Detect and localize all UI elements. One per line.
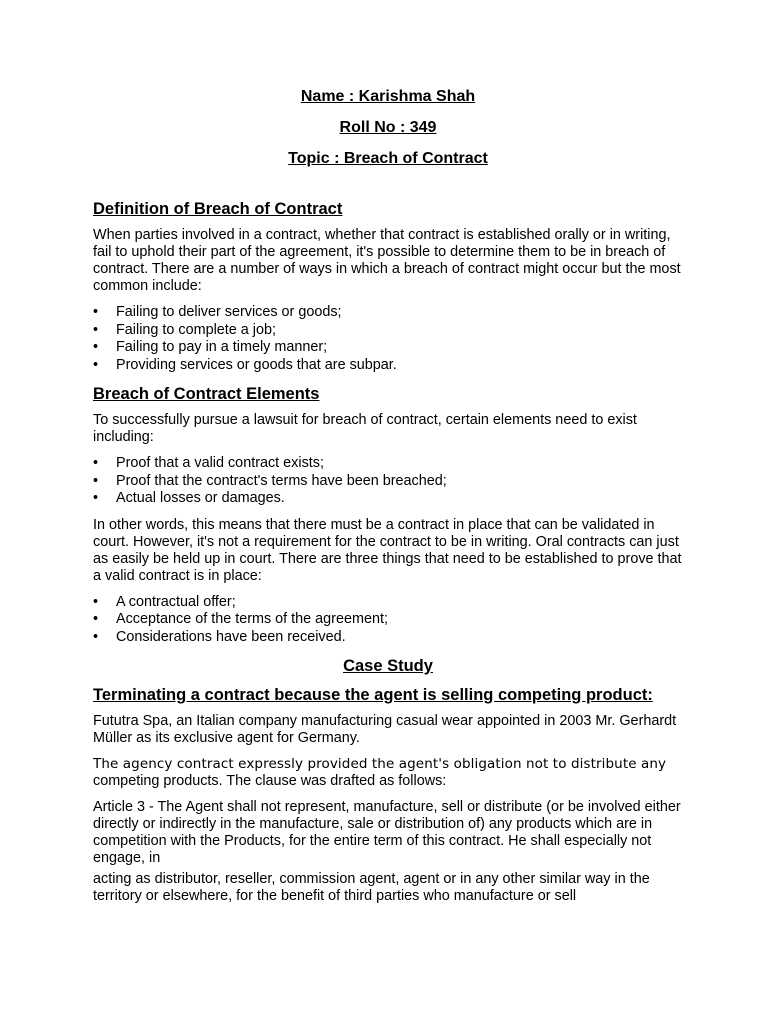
case-study-heading: Case Study (343, 657, 433, 675)
bullet-icon: • (93, 611, 99, 627)
elements-heading: Breach of Contract Elements (93, 385, 320, 403)
case-study-subheading: Terminating a contract because the agent is selling competing product: (93, 686, 653, 704)
definition-paragraph: When parties involved in a contract, whether that contract is established orally or in writing, fail to uphold their part of the agreement, it's possible to determine them to be in breach of contract. There are a number of ways in which a breach of contract might occur but the most common include: (93, 227, 681, 294)
elements-bullet-list-2 (93, 594, 683, 647)
bullet-icon: • (93, 304, 99, 320)
list-item: • A contractual offer; (93, 593, 236, 610)
case-study-paragraph-1: Fututra Spa, an Italian company manufacturing casual wear appointed in 2003 Mr. Gerhardt Müller as its exclusive agent for Germany. (93, 713, 677, 746)
topic-title: Topic : Breach of Contract (288, 150, 488, 167)
elements-paragraph-1: To successfully pursue a lawsuit for breach of contract, certain elements need to exist including: (93, 412, 637, 445)
bullet-icon: • (93, 356, 99, 373)
case-study-article-3: Article 3 - The Agent shall not represent, manufacture, sell or distribute (or be involved either directly or indirectly in the manufacture, sale or distribution of) any products which are in competition with the Products, for the entire term of this contract. He shall especially not engage, in (93, 799, 681, 866)
list-item: • Proof that the contract's terms have been breached; (93, 472, 447, 489)
bullet-icon: • (93, 472, 99, 489)
list-item: • Failing to deliver services or goods; (93, 304, 342, 320)
case-study-paragraph-4: acting as distributor, reseller, commission agent, agent or in any other similar way in the territory or elsewhere, for the benefit of third parties who manufacture or sell (93, 871, 650, 904)
list-item: • Failing to complete a job; (93, 321, 276, 338)
list-item: • Considerations have been received. (93, 628, 346, 645)
bullet-icon: • (93, 593, 99, 610)
bullet-icon: • (93, 339, 99, 355)
bullet-icon: • (93, 321, 99, 338)
elements-paragraph-2: In other words, this means that there must be a contract in place that can be validated in court. However, it's not a requirement for the contract to be in writing. Oral contracts can just as easily be held up in court. There are three things that need to be established to prove that a valid contract is in place: (93, 516, 682, 584)
list-item: • Providing services or goods that are subpar. (93, 356, 397, 373)
case-study-paragraph-2-line-2: competing products. The clause was drafted as follows: (93, 773, 447, 789)
student-name: Name : Karishma Shah (300, 88, 476, 105)
bullet-icon: • (93, 455, 99, 471)
definition-heading: Definition of Breach of Contract (93, 200, 343, 218)
document-content (93, 86, 683, 914)
bullet-icon: • (93, 490, 99, 506)
definition-bullet-list (93, 304, 683, 374)
list-item: • Actual losses or damages. (93, 490, 285, 506)
case-study-paragraph-2-line-1: The agency contract expressly provided the agent's obligation not to distribute any (93, 756, 667, 772)
elements-bullet-list-1 (93, 455, 683, 508)
case-study-paragraph-2 (93, 756, 683, 790)
bullet-icon: • (93, 628, 99, 645)
roll-number: Roll No : 349 (339, 119, 437, 136)
list-item: • Proof that a valid contract exists; (93, 455, 324, 471)
list-item: • Failing to pay in a timely manner; (93, 339, 328, 355)
list-item: • Acceptance of the terms of the agreement; (93, 611, 388, 627)
